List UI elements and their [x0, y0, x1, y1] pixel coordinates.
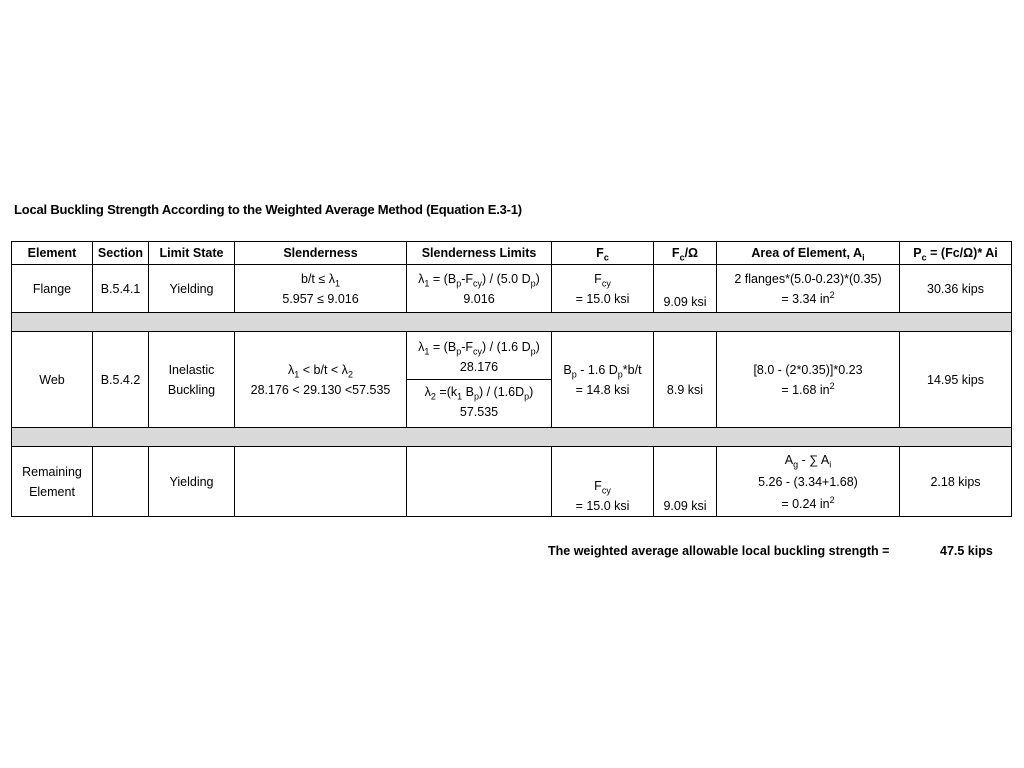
- fc-omega-value: 8.9 ksi: [666, 382, 704, 397]
- cell-limit-state: Yielding: [149, 265, 235, 313]
- cell-section: B.5.4.2: [93, 332, 149, 428]
- element-line: Element: [29, 484, 75, 499]
- cell-fc: [552, 447, 654, 517]
- header-slenderness: Slenderness: [235, 242, 407, 265]
- lambda2-formula: $\lambda_2 =(k_1$ $B_p) / (1.6D_p)$: [424, 385, 534, 402]
- cell-limit-state: Yielding: [149, 447, 235, 517]
- cell-slenderness: [235, 332, 407, 428]
- lambda1-value: 9.016: [463, 291, 495, 306]
- table-row-remaining: [12, 447, 1012, 517]
- lambda1-value: 28.176: [459, 360, 499, 374]
- spacer-cell: [12, 313, 1012, 332]
- fc-formula: $B_p - 1.6$ $D_p*b/t$: [563, 362, 642, 379]
- limit-state-line: Buckling: [167, 382, 216, 397]
- lambda1-formula: $\lambda_1 = (B_p-F_{cy}) / (1.6$ $D_p$): [418, 340, 540, 357]
- lambda1-formula: $\lambda_1 = (B_p-F_{cy}) / (5.0$ $D_p$): [418, 271, 540, 288]
- area-value: = 0.24 $in^2$: [781, 494, 835, 511]
- cell-element: Web: [12, 332, 93, 428]
- area-formula: $A_g$ - ∑ $A_i$: [784, 452, 832, 469]
- cell-limit-state: [149, 332, 235, 428]
- cell-fc-omega: [654, 265, 717, 313]
- cell-fc: [552, 265, 654, 313]
- page-title: Local Buckling Strength According to the Weighted Average Method (Equation E.3-1): [14, 202, 522, 217]
- buckling-table: [11, 241, 1012, 517]
- cell-element: [12, 447, 93, 517]
- slenderness-values: 5.957 ≤ 9.016: [282, 291, 359, 306]
- header-limit-state: Limit State: [149, 242, 235, 265]
- lambda1-block: [407, 337, 551, 380]
- cell-fc-omega: [654, 447, 717, 517]
- cell-fc-omega: [654, 332, 717, 428]
- area-value: = 1.68 $in^2$: [781, 380, 835, 397]
- cell-pc: 30.36 kips: [900, 265, 1012, 313]
- area-value: = 3.34 $in^2$: [781, 289, 835, 306]
- fc-symbol: $F_{cy}$: [594, 271, 611, 288]
- area-formula: [8.0 - (2*0.35)]*0.23: [753, 362, 863, 377]
- cell-area: [717, 265, 900, 313]
- slenderness-values: 28.176 < 29.130 <57.535: [250, 382, 391, 397]
- cell-area: [717, 332, 900, 428]
- summary-value: 47.5 kips: [940, 544, 993, 558]
- spacer-row: [12, 313, 1012, 332]
- summary-label: The weighted average allowable local buckling strength =: [548, 544, 890, 558]
- header-area: Area of Element, $A_i$: [717, 242, 900, 265]
- table-row-flange: [12, 265, 1012, 313]
- fc-omega-value: 9.09 ksi: [663, 499, 707, 513]
- slenderness-condition: $b/t \le \lambda_1$: [301, 271, 340, 288]
- fc-value: = 15.0 ksi: [575, 291, 630, 306]
- cell-slenderness-limits: [407, 447, 552, 517]
- header-fc-omega: $F_c/\Omega$: [654, 242, 717, 265]
- header-pc: $P_c = (Fc/\Omega)*$ Ai: [900, 242, 1012, 265]
- fc-symbol: $F_{cy}$: [594, 479, 611, 496]
- element-line: Remaining: [22, 464, 82, 479]
- header-slenderness-limits: Slenderness Limits: [407, 242, 552, 265]
- cell-area: [717, 447, 900, 517]
- header-element: Element: [12, 242, 93, 265]
- area-calculation: 5.26 - (3.34+1.68): [758, 474, 858, 489]
- header-section: Section: [93, 242, 149, 265]
- header-row: [12, 242, 1012, 265]
- fc-omega-spacer: [656, 360, 714, 380]
- spacer-row: [12, 428, 1012, 447]
- spacer-cell: [12, 428, 1012, 447]
- slenderness-condition: $\lambda_1 < b/t < \lambda_2$: [288, 362, 353, 379]
- lambda2-value: 57.535: [459, 405, 499, 419]
- cell-section: B.5.4.1: [93, 265, 149, 313]
- fc-value: = 14.8 ksi: [575, 382, 630, 397]
- lambda2-block: [407, 380, 551, 422]
- cell-slenderness: [235, 447, 407, 517]
- limit-state-line: Inelastic: [168, 362, 215, 377]
- cell-slenderness-limits: [407, 265, 552, 313]
- cell-pc: 2.18 kips: [900, 447, 1012, 517]
- cell-fc: [552, 332, 654, 428]
- cell-slenderness: [235, 265, 407, 313]
- fc-omega-value: 9.09 ksi: [663, 295, 707, 309]
- cell-pc: 14.95 kips: [900, 332, 1012, 428]
- area-formula: 2 flanges*(5.0-0.23)*(0.35): [734, 271, 882, 286]
- table-row-web: [12, 332, 1012, 428]
- cell-section: [93, 447, 149, 517]
- cell-slenderness-limits: [407, 332, 552, 428]
- fc-value: = 15.0 ksi: [575, 499, 630, 513]
- cell-element: Flange: [12, 265, 93, 313]
- header-fc: $F_c$: [552, 242, 654, 265]
